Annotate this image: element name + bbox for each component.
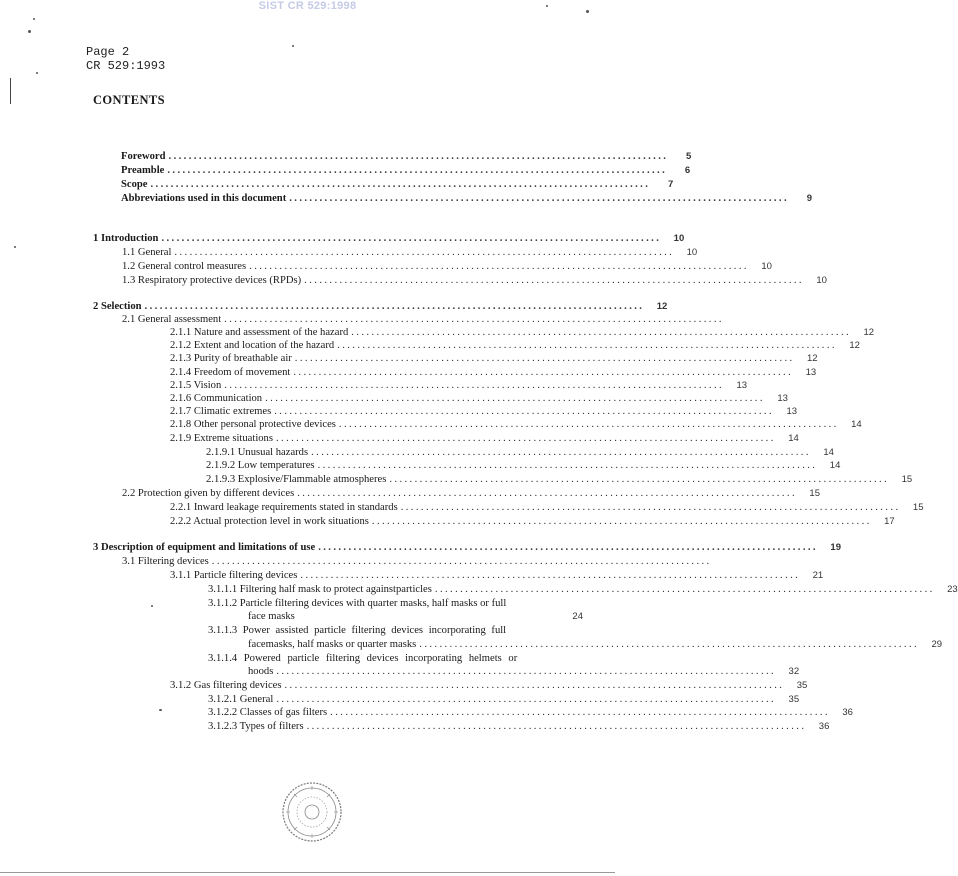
toc-entry: [170, 501, 924, 514]
toc-entry-page: 35: [788, 694, 800, 705]
toc-entry: [122, 313, 724, 326]
toc-entry: [170, 326, 875, 339]
toc-entry-page: 15: [901, 474, 913, 485]
toc-entry: [170, 405, 798, 418]
toc-leader: ...................................................................................................: [419, 639, 920, 650]
toc-entry: [170, 569, 824, 582]
toc-entry: [170, 515, 895, 528]
toc-entry-label: 2.1.9 Extreme situations: [170, 433, 273, 444]
toc-leader: ...................................................................................................: [168, 151, 669, 162]
toc-entry: [122, 555, 712, 568]
toc-entry-label: Foreword: [121, 151, 166, 162]
toc-entry-page: 12: [849, 340, 860, 351]
toc-leader: ...................................................................................................: [311, 447, 811, 458]
toc-leader: ...................................................................................................: [276, 666, 777, 677]
toc-leader: ...................................................................................................: [300, 570, 801, 581]
toc-leader: ...................................................................................................: [224, 314, 724, 325]
toc-entry: [121, 178, 674, 191]
toc-entry: [170, 352, 818, 365]
toc-entry-page: 10: [761, 261, 772, 272]
toc-entry-label: 2.2.2 Actual protection level in work situations: [170, 516, 369, 527]
toc-leader: ...................................................................................................: [294, 353, 795, 364]
toc-entry-page: 15: [912, 502, 924, 513]
toc-entry-label: Preamble: [121, 165, 165, 176]
toc-entry-page: 15: [809, 488, 820, 499]
toc-leader: ...................................................................................................: [174, 247, 675, 258]
toc-entry-label: hoods: [248, 666, 274, 677]
toc-entry-label: 2.1.4 Freedom of movement: [170, 367, 291, 378]
toc-entry: [208, 720, 830, 733]
toc-entry-label: 2.1.6 Communication: [170, 393, 263, 404]
scan-speck: [292, 45, 294, 47]
toc-entry-page: 14: [823, 447, 834, 458]
toc-entry-page: 29: [931, 639, 943, 650]
toc-entry-label: 3.1.2.1 General: [208, 694, 274, 705]
toc-entry-page: 35: [796, 680, 808, 691]
toc-leader: ...................................................................................................: [371, 516, 872, 527]
toc-entry-label: 2.1.8 Other personal protective devices: [170, 419, 336, 430]
toc-entry-label: 3.1.1.2 Particle filtering devices with quarter masks, half masks or full: [208, 598, 507, 609]
toc-entry: [122, 274, 827, 287]
toc-leader: ...................................................................................................: [338, 419, 839, 430]
toc-entry-page: 14: [788, 433, 799, 444]
toc-entry-label: 2 Selection: [93, 301, 142, 312]
toc-entry-label: 2.1.9.1 Unusual hazards: [206, 447, 309, 458]
toc-leader: ...................................................................................................: [389, 474, 890, 485]
toc-entry-page: 12: [807, 353, 818, 364]
toc-entry-label: 3.1.1 Particle filtering devices: [170, 570, 298, 581]
toc-entry-label: 3.1.1.1 Filtering half mask to protect againstparticles: [208, 584, 432, 595]
toc-entry: [170, 379, 748, 392]
toc-entry-page: 12: [656, 301, 668, 312]
scan-speck: [28, 30, 31, 33]
toc-entry-page: 12: [863, 327, 875, 338]
toc-leader: ...................................................................................................: [434, 584, 935, 595]
toc-entry: [206, 473, 913, 486]
toc-leader: ...................................................................................................: [167, 165, 668, 176]
toc-entry-label: 2.1.2 Extent and location of the hazard: [170, 340, 335, 351]
scan-speck: [151, 605, 153, 607]
toc-entry-label: 3.1 Filtering devices: [122, 556, 209, 567]
library-stamp-seal: [281, 781, 343, 843]
document-code: CR 529:1993: [86, 59, 166, 73]
toc-entry-page: 36: [842, 707, 853, 718]
toc-entry: [170, 418, 862, 431]
toc-leader: ...................................................................................................: [304, 275, 804, 286]
toc-entry-page: 17: [884, 516, 895, 527]
toc-entry-page: 23: [947, 584, 958, 595]
toc-entry-page: 9: [806, 193, 813, 204]
scan-speck: [546, 5, 548, 7]
toc-entry-label: facemasks, half masks or quarter masks: [248, 639, 417, 650]
scan-speck: [586, 10, 589, 13]
watermark: SIST CR 529:1998: [258, 0, 357, 12]
page-number: Page 2: [86, 45, 130, 59]
toc-leader: ...................................................................................................: [400, 502, 901, 513]
toc-leader: ...................................................................................................: [318, 542, 818, 553]
toc-entry: [122, 487, 820, 500]
toc-entry: [122, 260, 772, 273]
toc-leader: ...................................................................................................: [306, 721, 807, 732]
toc-entry: [93, 300, 668, 313]
toc-leader: ...................................................................................................: [297, 488, 797, 499]
toc-entry-label: 2.1 General assessment: [122, 314, 222, 325]
toc-entry-label: 3.1.2.3 Types of filters: [208, 721, 304, 732]
toc-entry-label: 2.2 Protection given by different devices: [122, 488, 295, 499]
toc-entry: [248, 610, 583, 623]
scan-edge: [0, 872, 615, 873]
toc-leader: ...................................................................................................: [317, 460, 818, 471]
toc-leader: ...................................................................................................: [144, 301, 645, 312]
toc-entry-page: 14: [829, 460, 841, 471]
toc-entry-page: 10: [816, 275, 827, 286]
toc-entry-page: 13: [786, 406, 798, 417]
toc-entry: [208, 583, 958, 596]
toc-entry-label: Abbreviations used in this document: [121, 193, 287, 204]
toc-entry-label: face masks: [248, 611, 295, 622]
toc-entry: [122, 246, 698, 259]
toc-entry: [121, 192, 813, 205]
toc-entry-page: 24: [572, 611, 583, 622]
toc-entry-label: 1 Introduction: [93, 233, 159, 244]
toc-entry-page: 21: [812, 570, 824, 581]
toc-entry-label: 2.1.9.2 Low temperatures: [206, 460, 315, 471]
toc-entry-page: 14: [851, 419, 862, 430]
toc-entry-page: 36: [818, 721, 830, 732]
toc-entry: [170, 339, 860, 352]
toc-entry-label: 1.3 Respiratory protective devices (RPDs): [122, 275, 302, 286]
toc-entry-label: 2.1.5 Vision: [170, 380, 222, 391]
toc-entry: [248, 638, 943, 651]
toc-entry: [170, 432, 799, 445]
toc-leader: ...................................................................................................: [249, 261, 749, 272]
toc-entry: [121, 164, 691, 177]
toc-leader: ...................................................................................................: [211, 556, 712, 567]
toc-leader: ...................................................................................................: [293, 367, 794, 378]
toc-leader: ...................................................................................................: [265, 393, 765, 404]
toc-entry-page: 10: [673, 233, 685, 244]
toc-leader: ...................................................................................................: [150, 179, 651, 190]
toc-entry-label: Scope: [121, 179, 148, 190]
toc-entry-label: 1.1 General: [122, 247, 172, 258]
toc-entry-label: 3.1.2 Gas filtering devices: [170, 680, 282, 691]
scan-speck: [159, 709, 162, 711]
toc-entry-label: 2.1.3 Purity of breathable air: [170, 353, 292, 364]
scan-speck: [33, 18, 35, 20]
toc-leader: ...................................................................................................: [224, 380, 725, 391]
toc-entry-label: 1.2 General control measures: [122, 261, 247, 272]
contents-title: CONTENTS: [93, 93, 165, 107]
toc-leader: ...................................................................................................: [274, 406, 775, 417]
toc-entry-page: 10: [686, 247, 698, 258]
toc-entry-label: 3.1.2.2 Classes of gas filters: [208, 707, 328, 718]
toc-entry: [93, 232, 685, 245]
toc-entry: [93, 541, 841, 554]
toc-entry: [170, 679, 808, 692]
scan-speck: [14, 246, 16, 248]
toc-entry-label: 2.2.1 Inward leakage requirements stated in standards: [170, 502, 398, 513]
toc-entry-page: 13: [805, 367, 817, 378]
toc-entry: [208, 706, 853, 719]
toc-entry-label: 3.1.1.4 Powered particle filtering devices incorporating helmets or: [208, 653, 518, 664]
toc-entry-label: 2.1.1 Nature and assessment of the hazard: [170, 327, 349, 338]
scan-artifact-line: [10, 78, 11, 104]
toc-leader: ...................................................................................................: [289, 193, 790, 204]
toc-entry-page: 5: [686, 151, 692, 162]
toc-entry-page: 7: [667, 179, 674, 190]
toc-entry-page: 6: [684, 165, 691, 176]
toc-entry: [170, 392, 788, 405]
toc-entry-page: 32: [788, 666, 800, 677]
toc-entry-page: 13: [777, 393, 788, 404]
toc-entry: [208, 693, 800, 706]
scan-speck: [36, 72, 38, 74]
toc-entry-page: 19: [830, 542, 841, 553]
toc-leader: ...................................................................................................: [161, 233, 662, 244]
toc-leader: ...................................................................................................: [330, 707, 830, 718]
toc-entry-page: 13: [736, 380, 748, 391]
toc-leader: ...................................................................................................: [284, 680, 785, 691]
toc-entry-label: 3 Description of equipment and limitations of use: [93, 542, 316, 553]
toc-entry: [206, 459, 841, 472]
toc-entry-label: 2.1.7 Climatic extremes: [170, 406, 272, 417]
toc-leader: ...................................................................................................: [275, 433, 776, 444]
toc-leader: ...................................................................................................: [337, 340, 837, 351]
toc-leader: ...................................................................................................: [276, 694, 777, 705]
toc-entry-label: 2.1.9.3 Explosive/Flammable atmospheres: [206, 474, 387, 485]
toc-entry-label: 3.1.1.3 Power assisted particle filtering devices incorporating full: [208, 625, 507, 636]
toc-entry: [248, 665, 800, 678]
toc-entry: [121, 150, 692, 163]
toc-entry: [206, 446, 834, 459]
toc-leader: ...................................................................................................: [351, 327, 852, 338]
toc-entry: [170, 366, 817, 379]
